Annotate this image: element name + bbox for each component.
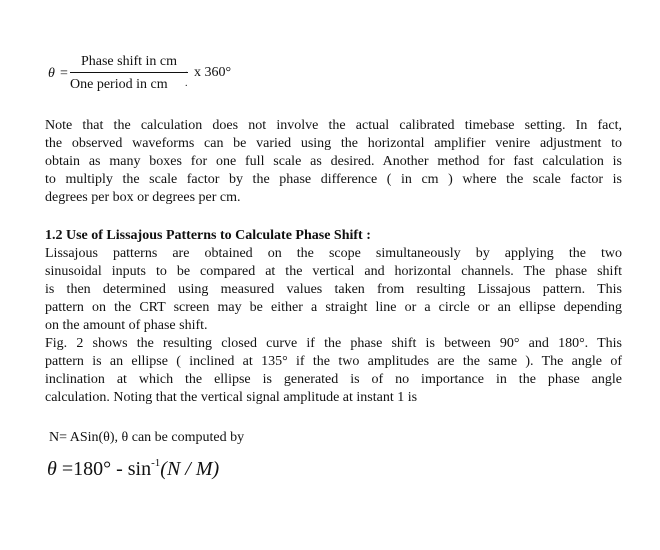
body-line: inclination at which the ellipse is generated is of no importance in the phase angle: [45, 372, 622, 387]
section-heading: 1.2 Use of Lissajous Patterns to Calculate Phase Shift :: [45, 228, 371, 243]
equation-theta-arg: (N / M): [160, 458, 220, 480]
note-line: degrees per box or degrees per cm.: [45, 190, 241, 205]
equation-theta: [47, 451, 219, 481]
note-paragraph: [45, 117, 622, 207]
note-line: obtain as many boxes for one full scale as desired. Another method for fast calculation is: [45, 154, 622, 169]
body-line: is then determined using measured values taken from resulting Lissajous pattern. This: [45, 282, 622, 297]
body-line: pattern on the CRT screen may be either a straight line or a circle or an ellipse depending: [45, 300, 622, 315]
body-line: calculation. Noting that the vertical signal amplitude at instant 1 is: [45, 390, 418, 405]
note-line: the observed waveforms can be varied using the horizontal amplifier venire adjustment to: [45, 136, 622, 151]
equation-inverse-sup: -1: [151, 457, 161, 469]
phase-shift-formula: [48, 54, 268, 98]
formula-dot-bottom: .: [185, 78, 188, 89]
body-line: Lissajous patterns are obtained on the scope simultaneously by applying the two: [45, 246, 622, 261]
body-line: pattern is an ellipse ( inclined at 135° if the two amplitudes are the same ). The angle of: [45, 354, 622, 369]
equation-theta-symbol: θ: [47, 458, 57, 480]
body-line: on the amount of phase shift.: [45, 318, 208, 333]
equation-n: N= ASin(θ), θ can be computed by: [49, 430, 245, 445]
formula-theta: θ: [48, 66, 55, 81]
note-line: to multiply the scale factor by the phase difference ( in cm ) where the scale factor is: [45, 172, 622, 187]
formula-equals: =: [60, 66, 68, 81]
formula-denominator: One period in cm: [70, 77, 168, 92]
note-line: Note that the calculation does not involve the actual calibrated timebase setting. In fact,: [45, 118, 622, 133]
formula-numerator: Phase shift in cm: [80, 54, 178, 69]
body-line: Fig. 2 shows the resulting closed curve if the phase shift is between 90° and 180°. This: [45, 336, 622, 351]
fraction-bar: [70, 72, 188, 73]
lissajous-paragraph: [45, 245, 622, 407]
equation-theta-mid: =180° - sin: [56, 458, 152, 480]
formula-dot-top: .: [185, 65, 188, 76]
body-line: sinusoidal inputs to be compared at the vertical and horizontal channels. The phase shift: [45, 264, 622, 279]
formula-multiplier: x 360°: [194, 65, 232, 80]
